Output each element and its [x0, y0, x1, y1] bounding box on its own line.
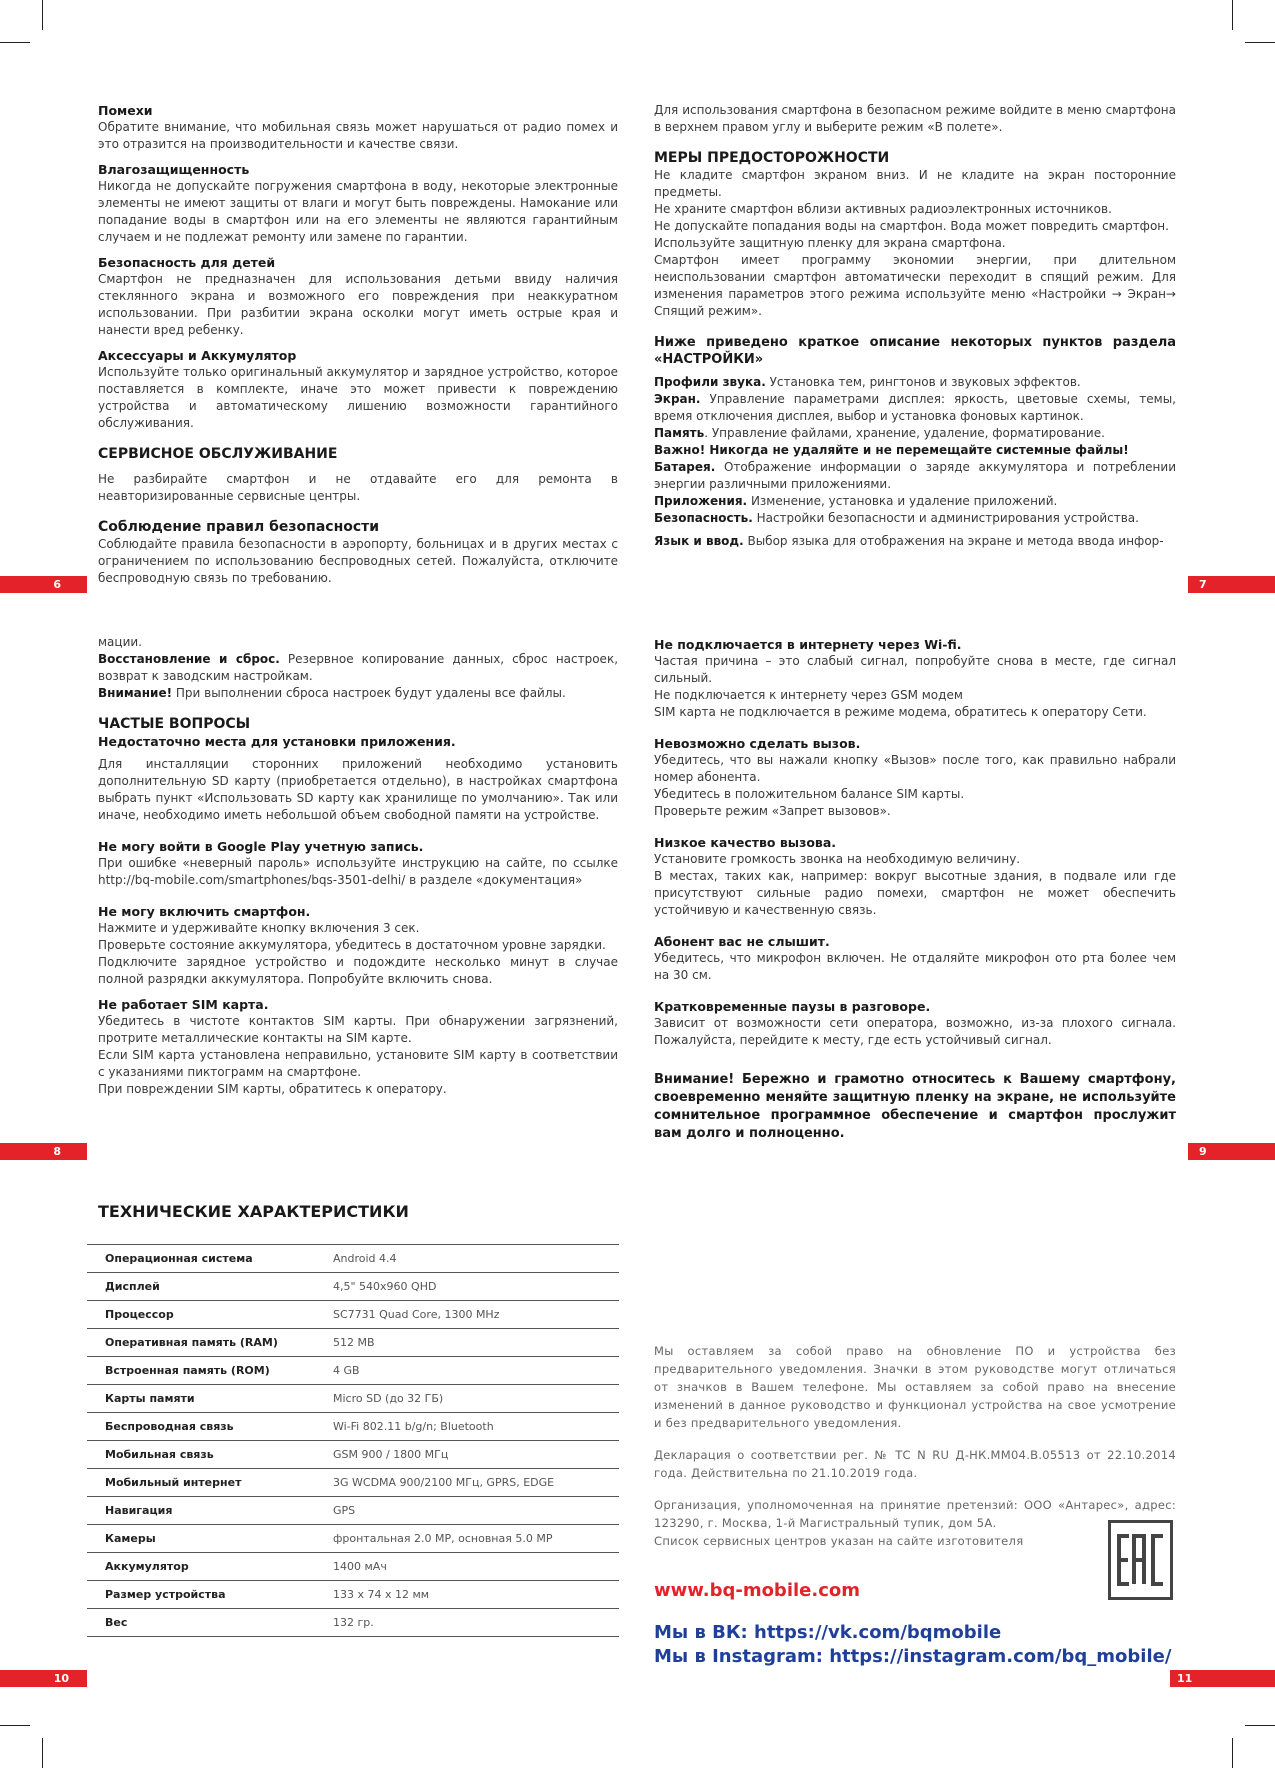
text-q3b: Проверьте состояние аккумулятора, убедитесь в достаточном уровне зарядки. [98, 938, 606, 952]
spec-row [87, 1301, 619, 1329]
item-desc: Изменение, установка и удаление приложений. [747, 494, 1058, 508]
text-vlagozaschita: Никогда не допускайте погружения смартфона в воду, некоторые электронные элементы не имеют защиты от влаги и могут быть повреждены. Намокание или попадание воды в смартфон или на его элементы не являются гарантийным случаем и не подлежат ремонту или замене по гарантии. [98, 179, 618, 244]
text-legal-update: Мы оставляем за собой право на обновление ПО и устройства без предварительного уведомления. Значки в этом руководстве могут отличаться от значков в Вашем телефоне. Мы оставляем за собой право на внесение изменений в данное руководство и функционал устройства на свое усмотрение и без предварительного уведомления. [654, 1344, 1176, 1430]
text-bezopasnost: Соблюдайте правила безопасности в аэропорту, больницах и в других местах с ограничением по использованию беспроводных сетей. Пожалуйста, отключите беспроводную связь по требованию. [98, 537, 618, 585]
item-label: Приложения. [654, 494, 748, 508]
item-label: Восстановление и сброс. [98, 652, 280, 666]
heading-bezopasnost: Соблюдение правил безопасности [98, 519, 380, 535]
item-bezopasnost [654, 510, 1176, 527]
spec-key: Аккумулятор [87, 1553, 315, 1581]
heading-q7: Низкое качество вызова. [654, 835, 837, 850]
crop-mark [0, 42, 30, 43]
text-q8a: Убедитесь, что микрофон включен. Не отдаляйте микрофон ото рта более чем на 30 см. [654, 951, 1176, 982]
heading-servis: СЕРВИСНОЕ ОБСЛУЖИВАНИЕ [98, 446, 338, 462]
item-desc: Управление параметрами дисплея: яркость, цветовые схемы, темы, время отключения дисплея, выбор и установка фоновых картинок. [654, 392, 1176, 423]
spec-row [87, 1609, 619, 1637]
specs-table [87, 1244, 619, 1637]
spec-value: GPS [315, 1497, 619, 1525]
spec-value: фронтальная 2.0 MP, основная 5.0 MP [315, 1525, 619, 1553]
text-vazhno: Важно! Никогда не удаляйте и не перемещайте системные файлы! [654, 443, 1129, 457]
spec-key: Беспроводная связь [87, 1413, 315, 1441]
heading-deti: Безопасность для детей [98, 255, 276, 270]
text-organization: Организация, уполномоченная на принятие претензий: ООО «Антарес», адрес: 123290, г. Москва, 1-й Магистральный тупик, дом 5А. [654, 1498, 1176, 1530]
page-number-text: 10 [53, 1672, 69, 1685]
item-desc: Установка тем, рингтонов и звуковых эффектов. [765, 375, 1081, 389]
spec-key: Мобильная связь [87, 1441, 315, 1469]
page-number-text: 6 [53, 578, 61, 591]
instagram-link[interactable]: Мы в Instagram: https://instagram.com/bq_mobile/ [654, 1646, 1172, 1667]
item-label: Внимание! [98, 686, 173, 700]
heading-q5: Не подключается в интернету через Wi-fi. [654, 637, 962, 652]
text-q9a: Зависит от возможности сети оператора, возможно, из-за плохого сигнала. Пожалуйста, перейдите к месту, где есть устойчивый сигнал. [654, 1016, 1176, 1047]
spec-key: Операционная система [87, 1245, 315, 1273]
heading-nastroiki: Ниже приведено краткое описание некоторых пунктов раздела «НАСТРОЙКИ» [654, 335, 1176, 367]
text-declaration: Декларация о соответствии рег. № ТС N RU Д-НК.ММ04.В.05513 от 22.10.2014 года. Действительна по 21.10.2019 года. [654, 1448, 1176, 1480]
spec-row [87, 1245, 619, 1273]
crop-mark [0, 1725, 30, 1726]
text-q4b: Если SIM карта установлена неправильно, установите SIM карту в соответствии с указаниями пиктограмм на смартфоне. [98, 1048, 618, 1079]
spec-row [87, 1469, 619, 1497]
spec-key: Вес [87, 1609, 315, 1637]
crop-mark [1245, 1725, 1275, 1726]
heading-pomehi: Помехи [98, 103, 153, 118]
page-11-legal [654, 1342, 1176, 1550]
text-q4a: Убедитесь в чистоте контактов SIM карты. При обнаружении загрязнений, протрите металлические контакты на SIM карте. [98, 1014, 618, 1045]
page-number-10 [0, 1670, 87, 1687]
spec-key: Оперативная память (RAM) [87, 1329, 315, 1357]
page-number-text: 8 [53, 1145, 61, 1158]
item-vosstanovlenie [98, 651, 618, 685]
heading-q4: Не работает SIM карта. [98, 997, 269, 1012]
heading-q8: Абонент вас не слышит. [654, 934, 830, 949]
spec-row [87, 1525, 619, 1553]
item-label: Экран. [654, 392, 701, 406]
spec-value: 4,5" 540x960 QHD [315, 1273, 619, 1301]
text-mery-5: Смартфон имеет программу экономии энергии, при длительном неиспользовании смартфон автоматически переходит в спящий режим. Для изменения параметров этого режима используйте меню «Настройки → Экран→ Спящий режим». [654, 253, 1176, 318]
spec-row [87, 1497, 619, 1525]
spec-value: SC7731 Quad Core, 1300 MHz [315, 1301, 619, 1329]
text-q4c: При повреждении SIM карты, обратитесь к оператору. [98, 1082, 447, 1096]
eac-logo [1108, 1520, 1173, 1600]
spec-key: Размер устройства [87, 1581, 315, 1609]
text-q2: При ошибке «неверный пароль» используйте инструкцию на сайте, по ссылке http://bq-mobile.com/smartphones/bqs-3501-delhi/ в разделе «документация» [98, 856, 618, 887]
page-9-content [654, 636, 1176, 1143]
eac-mark-icon [1115, 1528, 1167, 1592]
spec-value: Android 4.4 [315, 1245, 619, 1273]
spec-value: 132 гр. [315, 1609, 619, 1637]
item-batareya [654, 459, 1176, 493]
spec-row [87, 1329, 619, 1357]
page-number-text: 7 [1199, 578, 1207, 591]
text-intro: Для использования смартфона в безопасном режиме войдите в меню смартфона в верхнем правом углу и выберите режим «В полете». [654, 103, 1176, 134]
text-q7b: В местах, таких как, например: вокруг высотные здания, в подвале или где присутствуют сильные радио помехи, смартфон не может обеспечить устойчивую и качественную связь. [654, 869, 1176, 917]
item-yazyk [654, 533, 1176, 550]
text-mery-2: Не храните смартфон вблизи активных радиоэлектронных источников. [654, 202, 1112, 216]
heading-q9: Кратковременные паузы в разговоре. [654, 999, 931, 1014]
page-number-7 [1188, 576, 1275, 593]
item-label: Язык и ввод. [654, 534, 744, 548]
text-q6b: Убедитесь в положительном балансе SIM карты. [654, 787, 965, 801]
spec-value: Wi-Fi 802.11 b/g/n; Bluetooth [315, 1413, 619, 1441]
spec-value: Micro SD (до 32 ГБ) [315, 1385, 619, 1413]
heading-q1: Недостаточно места для установки приложения. [98, 734, 456, 749]
heading-q3: Не могу включить смартфон. [98, 904, 311, 919]
heading-q6: Невозможно сделать вызов. [654, 736, 861, 751]
item-label: Безопасность. [654, 511, 753, 525]
item-desc: Настройки безопасности и администрирования устройства. [752, 511, 1139, 525]
text-pomehi: Обратите внимание, что мобильная связь может нарушаться от радио помех и это отразится на производительности и качестве связи. [98, 120, 618, 151]
page-number-text: 9 [1199, 1145, 1207, 1158]
item-pamyat [654, 425, 1176, 442]
spec-key: Дисплей [87, 1273, 315, 1301]
spec-row [87, 1581, 619, 1609]
item-desc: Отображение информации о заряде аккумулятора и потреблении энергии различными приложениями. [654, 460, 1176, 491]
text-q6c: Проверьте режим «Запрет вызовов». [654, 804, 891, 818]
page-number-11 [1170, 1670, 1275, 1687]
text-mery-4: Используйте защитную пленку для экрана смартфона. [654, 236, 1006, 250]
item-profili [654, 374, 1176, 391]
text-q5a: Частая причина – это слабый сигнал, попробуйте снова в месте, где сигнал сильный. [654, 654, 1176, 685]
item-desc: Выбор языка для отображения на экране и метода ввода инфор- [743, 534, 1164, 548]
spec-key: Встроенная память (ROM) [87, 1357, 315, 1385]
spec-value: 3G WCDMA 900/2100 МГц, GPRS, EDGE [315, 1469, 619, 1497]
item-desc: При выполнении сброса настроек будут удалены все файлы. [172, 686, 566, 700]
text-q1: Для инсталляции сторонних приложений необходимо установить дополнительную SD карту (приобретается отдельно), в настройках смартфона выбрать пункт «Использовать SD карту как хранилище по умолчанию». Так или иначе, необходимо иметь небольшой объем свободной памяти на устройстве. [98, 757, 618, 822]
spec-value: 1400 мАч [315, 1553, 619, 1581]
heading-faq: ЧАСТЫЕ ВОПРОСЫ [98, 716, 251, 732]
crop-mark [1232, 1738, 1233, 1768]
crop-mark [1245, 42, 1275, 43]
spec-value: 4 GB [315, 1357, 619, 1385]
website-link[interactable]: www.bq-mobile.com [654, 1580, 860, 1601]
spec-value: 133 x 74 x 12 мм [315, 1581, 619, 1609]
text-q5c: SIM карта не подключается в режиме модема, обратитесь к оператору Сети. [654, 705, 1147, 719]
text-q3a: Нажмите и удерживайте кнопку включения 3 сек. [98, 921, 420, 935]
spec-key: Карты памяти [87, 1385, 315, 1413]
text-deti: Смартфон не предназначен для использования детьми ввиду наличия стеклянного экрана и возможного его повреждения при неаккуратном использовании. При разбитии экрана осколки могут иметь острые края и нанести вред ребенку. [98, 272, 618, 337]
spec-row [87, 1413, 619, 1441]
text-warning: Внимание! Бережно и грамотно относитесь к Вашему смартфону, своевременно меняйте защитную пленку на экране, не используйте сомнительное программное обеспечение и смартфон прослужит вам долго и полноценно. [654, 1072, 1176, 1141]
heading-vlagozaschita: Влагозащищенность [98, 162, 250, 177]
page-number-6 [0, 576, 87, 593]
spec-value: GSM 900 / 1800 МГц [315, 1441, 619, 1469]
spec-row [87, 1273, 619, 1301]
spec-row [87, 1441, 619, 1469]
page-number-9 [1188, 1143, 1275, 1160]
item-prilozheniya [654, 493, 1176, 510]
item-label: Батарея. [654, 460, 716, 474]
spec-row [87, 1357, 619, 1385]
spec-row [87, 1385, 619, 1413]
spec-row [87, 1553, 619, 1581]
text-service-centers: Список сервисных центров указан на сайте изготовителя [654, 1534, 1024, 1548]
crop-mark [42, 0, 43, 30]
crop-mark [42, 1738, 43, 1768]
spec-key: Навигация [87, 1497, 315, 1525]
text-q7a: Установите громкость звонка на необходимую величину. [654, 852, 1021, 866]
page-7-content [654, 102, 1176, 550]
item-desc: . Управление файлами, хранение, удаление, форматирование. [704, 426, 1105, 440]
text-mery-3: Не допускайте попадания воды на смартфон. Вода может повредить смартфон. [654, 219, 1169, 233]
page-6-content [98, 102, 618, 587]
heading-akkumulyator: Аксессуары и Аккумулятор [98, 348, 297, 363]
vk-link[interactable]: Мы в ВК: https://vk.com/bqmobile [654, 1622, 1002, 1643]
text-mery-1: Не кладите смартфон экраном вниз. И не кладите на экран посторонние предметы. [654, 168, 1176, 199]
text-servis: Не разбирайте смартфон и не отдавайте его для ремонта в неавторизированные сервисные центры. [98, 472, 618, 503]
spec-key: Процессор [87, 1301, 315, 1329]
item-desc: Резервное копирование данных, сброс настроек, возврат к заводским настройкам. [98, 652, 619, 683]
heading-q2: Не могу войти в Google Play учетную запись. [98, 839, 424, 854]
spec-key: Мобильный интернет [87, 1469, 315, 1497]
page-number-text: 11 [1177, 1672, 1193, 1685]
page-number-8 [0, 1143, 87, 1160]
text-akkumulyator: Используйте только оригинальный аккумулятор и зарядное устройство, которое поставляется в комплекте, иначе это может привести к повреждению устройства и автоматическому лишению возможности гарантийного обслуживания. [98, 365, 618, 430]
item-vnimanie [98, 685, 618, 702]
specs-title: ТЕХНИЧЕСКИЕ ХАРАКТЕРИСТИКИ [98, 1202, 409, 1221]
item-label: Профили звука. [654, 375, 766, 389]
page-8-content [98, 634, 618, 1098]
text-q3c: Подключите зарядное устройство и подождите несколько минут в случае полной разрядки аккумулятора. Попробуйте включить снова. [98, 955, 618, 986]
text-q6a: Убедитесь, что вы нажали кнопку «Вызов» после того, как правильно набрали номер абонента. [654, 753, 1176, 784]
item-label: Память [654, 426, 705, 440]
spec-value: 512 MB [315, 1329, 619, 1357]
crop-mark [1232, 0, 1233, 30]
heading-mery: МЕРЫ ПРЕДОСТОРОЖНОСТИ [654, 150, 890, 166]
social-links [654, 1621, 1171, 1669]
text-q5b: Не подключается к интернету через GSM модем [654, 688, 963, 702]
item-ekran [654, 391, 1176, 425]
spec-key: Камеры [87, 1525, 315, 1553]
text-cont: мации. [98, 635, 142, 649]
